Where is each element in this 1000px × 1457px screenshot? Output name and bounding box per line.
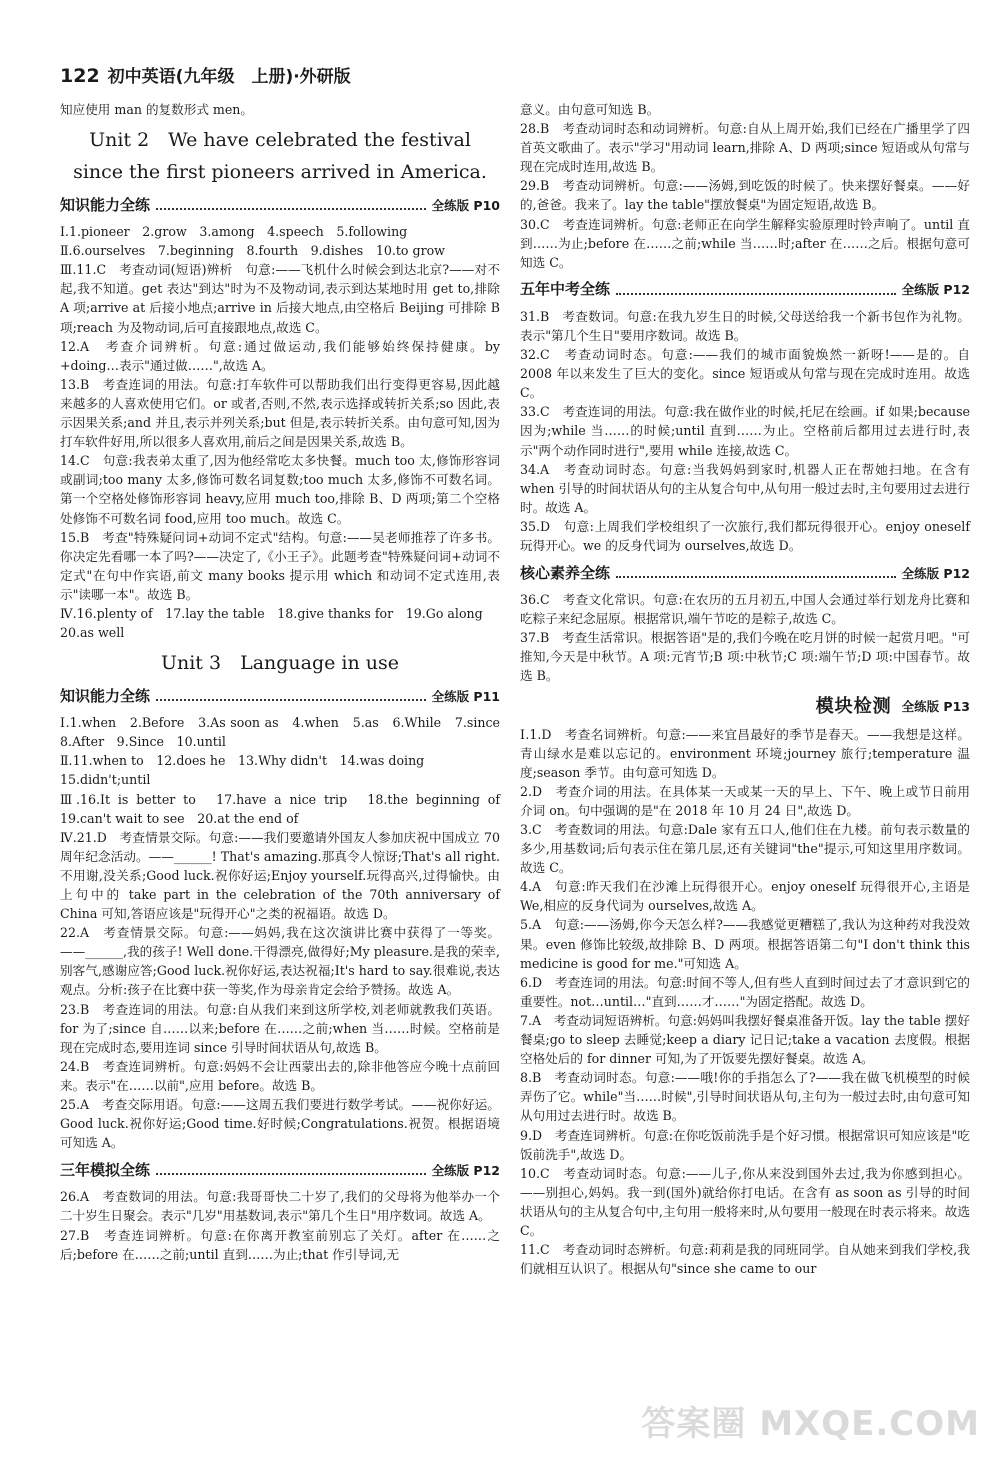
watermark-logo: 答案圈 MXQE.COM bbox=[641, 1404, 980, 1444]
answer-paragraph: 2.D 考查介词的用法。在具体某一天或某一天的早上、下午、晚上或节日前用介词 on。句中强调的是"在 2018 年 10 月 24 日",故选 D。 bbox=[520, 783, 970, 818]
answer-paragraph: 9.D 考查连词辨析。句意:在你吃饭前洗手是个好习惯。根据常识可知应该是"吃饭前洗手",故选 D。 bbox=[520, 1127, 970, 1162]
answer-paragraph: 8.B 考查动词时态。句意:——哦!你的手指怎么了?——我在做飞机模型的时候弄伤了它。while"当……时候",引导时间状语从句,主句为一般过去时,由句意可知从句用过去进行时。故选 B。 bbox=[520, 1070, 970, 1124]
dotted-leader bbox=[616, 568, 896, 578]
section-header bbox=[60, 684, 500, 708]
section-page-ref: 全练版 P12 bbox=[901, 282, 970, 298]
section-page-ref: 全练版 P13 bbox=[901, 698, 970, 714]
unit-title-line2: since the first pioneers arrived in America. bbox=[73, 161, 487, 184]
answer-paragraph: 27.B 考查连词辨析。句意:在你离开教室前别忘了关灯。after 在……之后;before 在……之前;until 直到……为止;that 作引导词,无 bbox=[60, 1227, 500, 1262]
dotted-leader bbox=[156, 691, 426, 701]
section-name: 三年模拟全练 bbox=[60, 1160, 151, 1179]
answer-paragraph: 12.A 考查介词辨析。句意:通过做运动,我们能够始终保持健康。by +doing…表示"通过做……",故选 A。 bbox=[60, 338, 500, 373]
answer-paragraph: 7.A 考查动词短语辨析。句意:妈妈叫我摆好餐桌准备开饭。lay the table 摆好餐桌;go to sleep 去睡觉;keep a diary 记日记;take a vacation 去度假。根据空格处后的 for dinner 可知,为了开饭要先摆好餐桌。故选 A。 bbox=[520, 1012, 970, 1067]
section-name: 核心素养全练 bbox=[520, 563, 611, 582]
page-header bbox=[60, 62, 351, 88]
section-header bbox=[520, 561, 970, 585]
answer-paragraph: Ⅲ.11.C 考查动词(短语)辨析 句意:——飞机什么时候会到达北京?——对不起,我不知道。get 表达"到达"时为不及物动词,表示到达某地时用 get to,排除 A 项;arrive at 后接小地点;arrive in 后接大地点,由空格后 Beijing 可排除 B 项;reach 为及物动词,后可直接跟地点,故选 C。 bbox=[60, 262, 500, 335]
module-test-header bbox=[520, 694, 970, 720]
answer-paragraph: Ⅱ.6.ourselves 7.beginning 8.fourth 9.dishes 10.to grow bbox=[60, 243, 445, 259]
answer-paragraph: 37.B 考查生活常识。根据答语"是的,我们今晚在吃月饼的时候一起赏月吧。"可推知,今天是中秋节。A 项:元宵节;B 项:中秋节;C 项:端午节;D 项:中国春节。故选 B。 bbox=[520, 630, 970, 684]
section-name: 五年中考全练 bbox=[520, 280, 611, 299]
book-title: 初中英语(九年级 上册)·外研版 bbox=[107, 67, 351, 87]
answer-paragraph: 20.as well bbox=[60, 625, 125, 641]
answer-paragraph: 22.A 考查情景交际。句意:——妈妈,我在这次演讲比赛中获得了一等奖。——______,我的孩子! Well done.干得漂亮,做得好;My pleasure.是我的荣幸,别客气,感谢应答;Good luck.祝你好运,表达祝福;It's hard to say.很难说,表达观点。分析:孩子在比赛中获一等奖,作为母亲肯定会给予赞扬。故选 A。 bbox=[60, 925, 500, 998]
unit-title: Unit 3 Language in use bbox=[160, 652, 400, 675]
answer-paragraph: 30.C 考查连词辨析。句意:老师正在向学生解释实验原理时铃声响了。until 直到……为止;before 在……之前;while 当……时;after 在……之后。根据句意可知选 C。 bbox=[520, 216, 970, 270]
answer-paragraph: 11.C 考查动词时态辨析。句意:莉莉是我的同班同学。自从她来到我们学校,我们就相互认识了。根据从句"since she came to our bbox=[520, 1242, 970, 1277]
answer-paragraph: 15.B 考查"特殊疑问词+动词不定式"结构。句意:——吴老师推荐了许多书。你决定先看哪一本了吗?——决定了,《小王子》。此题考查"特殊疑问词+动词不定式"在句中作宾语,前文 many books 提示用 which 和动词不定式连用,表示"读哪一本"。故选 B。 bbox=[60, 529, 500, 602]
right-column bbox=[520, 100, 970, 1427]
dotted-leader bbox=[156, 1165, 426, 1175]
section-header bbox=[60, 1158, 500, 1182]
answer-paragraph: 25.A 考查交际用语。句意:——这周五我们要进行数学考试。——祝你好运。Good luck.祝你好运;Good time.好时候;Congratulations.祝贺。根据语境可知选 A。 bbox=[60, 1097, 500, 1151]
answer-paragraph: 26.A 考查数词的用法。句意:我哥哥快二十岁了,我们的父母将为他举办一个二十岁生日聚会。表示"几岁"用基数词,表示"第几个生日"用序数词。故选 A。 bbox=[60, 1189, 500, 1224]
page-number: 122 bbox=[60, 65, 100, 87]
answer-paragraph: 36.C 考查文化常识。句意:在农历的五月初五,中国人会通过举行划龙舟比赛和吃粽子来纪念屈原。根据常识,端午节吃的是粽子,故选 C。 bbox=[520, 592, 970, 627]
answer-paragraph: 知应使用 man 的复数形式 men。 bbox=[60, 102, 254, 117]
left-column bbox=[60, 100, 513, 1427]
section-page-ref: 全练版 P11 bbox=[431, 688, 500, 704]
answer-paragraph: 意义。由句意可知选 B。 bbox=[520, 102, 660, 117]
answer-paragraph: Ⅰ.1.pioneer 2.grow 3.among 4.speech 5.following bbox=[60, 224, 408, 240]
section-page-ref: 全练版 P10 bbox=[431, 197, 500, 213]
answer-paragraph: 10.C 考查动词时态。句意:——儿子,你从来没到国外去过,我为你感到担心。——别担心,妈妈。我一到(国外)就给你打电话。在含有 as soon as 引导的时间状语从句的主从复合句中,主句用一般将来时,从句要用一般现在时表示将来。故选 C。 bbox=[520, 1165, 970, 1238]
answer-paragraph: Ⅱ.11.when to 12.does he 13.Why didn't 14.was doing bbox=[60, 753, 425, 769]
answer-paragraph: Ⅰ.1.D 考查名词辨析。句意:——来宜昌最好的季节是春天。——我想是这样。青山绿水是难以忘记的。environment 环境;journey 旅行;temperature 温度;season 季节。由句意可知选 D。 bbox=[520, 726, 970, 780]
answer-paragraph: 5.A 句意:——汤姆,你今天怎么样?——我感觉更糟糕了,我认为这种药对我没效果。even 修饰比较级,故排除 B、D 两项。根据答语第二句"I don't think this medicine is good for me."可知选 A。 bbox=[520, 917, 970, 971]
section-header bbox=[520, 278, 970, 302]
answer-paragraph: 29.B 考查动词辨析。句意:——汤姆,到吃饭的时候了。快来摆好餐桌。——好的,爸爸。我来了。lay the table"摆放餐桌"为固定短语,故选 B。 bbox=[520, 178, 970, 213]
answer-paragraph: 28.B 考查动词时态和动词辨析。句意:自从上周开始,我们已经在广播里学了四首英文歌曲了。表示"学习"用动词 learn,排除 A、D 两项;since 短语或从句常与现在完成时连用,故选 B。 bbox=[520, 121, 970, 175]
answer-paragraph: 23.B 考查连词的用法。句意:自从我们来到这所学校,刘老师就教我们英语。for 为了;since 自……以来;before 在……之前;when 当……时候。空格前是现在完成时态,要用连词 since 引导时间状语从句,故选 B。 bbox=[60, 1001, 500, 1055]
answer-paragraph: Ⅳ.16.plenty of 17.lay the table 18.give thanks for 19.Go along bbox=[60, 605, 483, 621]
module-test-title: 模块检测 bbox=[815, 695, 892, 717]
answer-paragraph: 35.D 句意:上周我们学校组织了一次旅行,我们都玩得很开心。enjoy oneself 玩得开心。we 的反身代词为 ourselves,故选 D。 bbox=[520, 518, 970, 553]
answer-paragraph: 15.didn't;until bbox=[60, 772, 151, 788]
answer-paragraph: 3.C 考查数词的用法。句意:Dale 家有五口人,他们住在九楼。前句表示数量的多少,用基数词;后句表示住在第几层,还有关键词"the"提示,可知这里用序数词。故选 C。 bbox=[520, 822, 970, 876]
answer-paragraph: 33.C 考查连词的用法。句意:我在做作业的时候,托尼在绘画。if 如果;because 因为;while 当……的时候;until 直到……为止。空格前后都用过去进行时,表示"两个动作同时进行",要用 while 连接,故选 C。 bbox=[520, 404, 970, 458]
dotted-leader bbox=[156, 200, 426, 210]
answer-paragraph: 34.A 考查动词时态。句意:当我妈妈到家时,机器人正在帮她扫地。在含有 when 引导的时间状语从句的主从复合句中,从句用一般过去时,主句要用过去进行时。故选 A。 bbox=[520, 461, 970, 515]
answer-paragraph: 4.A 句意:昨天我们在沙滩上玩得很开心。enjoy oneself 玩得很开心,主语是 We,相应的反身代词为 ourselves,故选 A。 bbox=[520, 879, 970, 914]
answer-paragraph: 31.B 考查数词。句意:在我九岁生日的时候,父母送给我一个新书包作为礼物。表示"第几个生日"要用序数词。故选 B。 bbox=[520, 308, 970, 343]
answer-paragraph: 32.C 考查动词时态。句意:——我们的城市面貌焕然一新呀!——是的。自 2008 年以来发生了巨大的变化。since 短语或从句常与现在完成时连用。故选 C。 bbox=[520, 347, 970, 401]
answer-paragraph: Ⅳ.21.D 考查情景交际。句意:——我们要邀请外国友人参加庆祝中国成立 70 周年纪念活动。——______! That's amazing.那真令人惊讶;That's all right.不用谢,没关系;Good luck.祝你好运;Enjoy yourself.玩得高兴,过得愉快。由上句中的 take part in the celebration of the 70th anniversary of China 可知,答语应该是"玩得开心"之类的祝福语。故选 D。 bbox=[60, 829, 500, 922]
answer-paragraph: 13.B 考查连词的用法。句意:打车软件可以帮助我们出行变得更容易,因此越来越多的人喜欢使用它们。or 或者,否则,不然,表示选择或转折关系;so 因此,表示因果关系;and 并且,表示并列关系;but 但是,表示转折关系。由句意可知,因为打车软件好用,所以很多人喜欢用,前后之间是因果关系,故选 B。 bbox=[60, 376, 500, 450]
answer-paragraph: Ⅲ.16.It is better to 17.have a nice trip 18.the beginning of 19.can't wait to see 20.at the end of bbox=[60, 791, 513, 826]
unit-title: Unit 2 We have celebrated the festival bbox=[89, 129, 471, 152]
section-name: 知识能力全练 bbox=[60, 195, 151, 214]
answer-paragraph: 14.C 句意:我表弟太重了,因为他经常吃太多快餐。much too 太,修饰形容词或副词;too many 太多,修饰可数名词复数;too much 太多,修饰不可数名词。第一个空格处修饰形容词 heavy,应用 much too,排除 B、D 两项;第二个空格处修饰不可数名词 food,应用 too much。故选 C。 bbox=[60, 453, 500, 526]
dotted-leader bbox=[616, 285, 896, 295]
answer-paragraph: 24.B 考查连词辨析。句意:妈妈不会让西蒙出去的,除非他答应今晚十点前回来。表示"在……以前",应用 before。故选 B。 bbox=[60, 1058, 500, 1093]
answer-paragraph: Ⅰ.1.when 2.Before 3.As soon as 4.when 5.as 6.While 7.since 8.After 9.Since 10.until bbox=[60, 715, 513, 750]
answer-paragraph: 6.D 考查连词的用法。句意:时间不等人,但有些人直到时间过去了才意识到它的重要性。not…until…"直到……才……"为固定搭配。故选 D。 bbox=[520, 974, 970, 1009]
section-header bbox=[60, 193, 500, 217]
section-name: 知识能力全练 bbox=[60, 686, 151, 705]
section-page-ref: 全练版 P12 bbox=[431, 1162, 500, 1178]
section-page-ref: 全练版 P12 bbox=[901, 565, 970, 581]
